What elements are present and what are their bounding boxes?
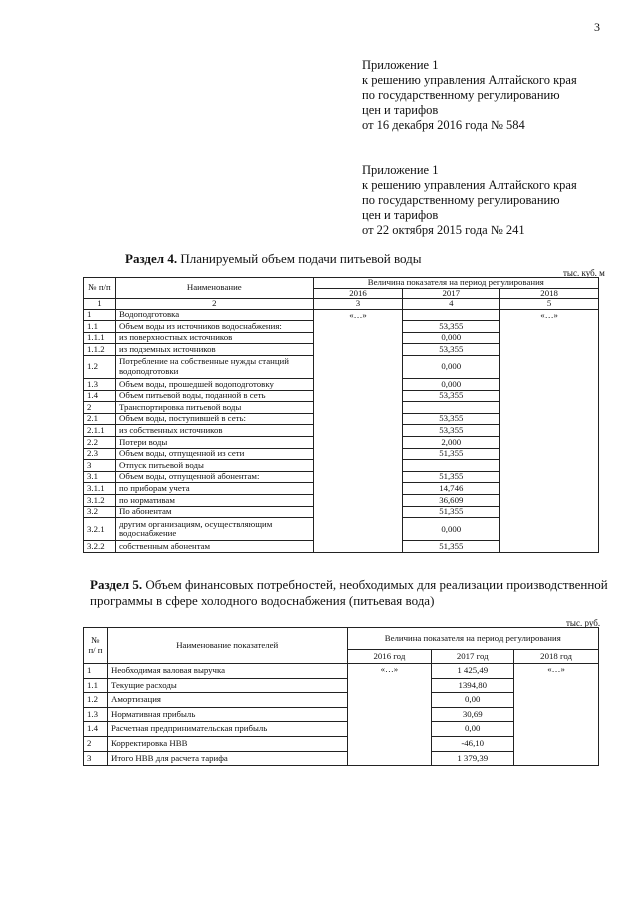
col-name-header: Наименование показателей [107,628,347,664]
row-number: 3.1 [84,471,116,483]
value-2018-cell: «…» [514,664,599,766]
appendix-line: цен и тарифов [362,208,439,222]
col-2018-header: 2018 год [514,650,599,664]
value-2017-cell: 0,00 [432,722,514,737]
value-2017-cell: 51,355 [403,448,500,460]
row-number: 2 [84,402,116,414]
row-name: Итого НВВ для расчета тарифа [107,751,347,766]
row-name: Текущие расходы [107,678,347,693]
section-5-label: Раздел 5. [90,577,143,592]
appendix-line: по государственному регулированию [362,193,560,207]
row-number: 1.2 [84,355,116,378]
row-name: другим организациям, осуществляющим водоснабжение [115,518,313,541]
value-2017-cell: 36,609 [403,495,500,507]
section-5-title: Объем финансовых потребностей, необходимых для реализации производственной программы в сфере холодного водоснабжения (питьевая вода) [90,577,608,608]
row-number: 1.1 [84,321,116,333]
row-name: Объем воды, прошедшей водоподготовку [115,379,313,391]
value-2018-cell: «…» [500,309,599,552]
row-number: 1.1.2 [84,344,116,356]
row-name: Объем воды, отпущенной из сети [115,448,313,460]
value-2017-cell: 14,746 [403,483,500,495]
row-number: 1.1.1 [84,332,116,344]
value-2016-cell: «…» [347,664,432,766]
value-2017-cell: 30,69 [432,707,514,722]
water-volume-table [83,277,599,553]
value-2017-cell [403,309,500,321]
row-name: Транспортировка питьевой воды [115,402,313,414]
appendix-block-current [362,58,577,133]
row-name: Объем воды, отпущенной абонентам: [115,471,313,483]
row-number: 3.2.1 [84,518,116,541]
row-number: 3.1.1 [84,483,116,495]
section-4-heading [125,251,422,267]
value-2017-cell: 53,355 [403,425,500,437]
row-name: собственным абонентам [115,541,313,553]
appendix-line: Приложение 1 [362,58,439,72]
appendix-line: от 22 октября 2015 года № 241 [362,223,525,237]
row-number: 3 [84,751,108,766]
value-2017-cell: 53,355 [403,413,500,425]
value-2017-cell: -46,10 [432,736,514,751]
appendix-line: к решению управления Алтайского края [362,178,577,192]
row-number: 1.3 [84,379,116,391]
row-name: Потребление на собственные нужды станций водоподготовки [115,355,313,378]
row-name: по нормативам [115,495,313,507]
row-name: Необходимая валовая выручка [107,664,347,679]
row-number: 2.1.1 [84,425,116,437]
row-number: 2.2 [84,437,116,449]
col-2016-header: 2016 год [347,650,432,664]
value-2016-cell: «…» [313,309,403,552]
col-period-header: Величина показателя на период регулирования [347,628,599,650]
col-2016-header: 2016 [313,288,403,299]
section-5-units: тыс. руб. [566,618,601,628]
value-2017-cell: 51,355 [403,541,500,553]
appendix-line: по государственному регулированию [362,88,560,102]
row-number: 1.4 [84,722,108,737]
col-2018-header: 2018 [500,288,599,299]
row-number: 1 [84,309,116,321]
row-number: 3.2.2 [84,541,116,553]
value-2017-cell [403,402,500,414]
section-5-heading [90,577,610,609]
section-4-units: тыс. куб. м [563,268,605,278]
value-2017-cell: 1394,80 [432,678,514,693]
value-2017-cell: 0,00 [432,693,514,708]
value-2017-cell: 51,355 [403,506,500,518]
row-name: Корректировка НВВ [107,736,347,751]
row-number: 2 [84,736,108,751]
page-number: 3 [594,20,600,34]
row-number: 1.2 [84,693,108,708]
section-4-title: Планируемый объем подачи питьевой воды [180,251,422,266]
row-name: Водоподготовка [115,309,313,321]
row-name: Потери воды [115,437,313,449]
value-2017-cell: 53,355 [403,344,500,356]
appendix-line: к решению управления Алтайского края [362,73,577,87]
table-row [84,309,599,321]
col-number-4: 4 [403,299,500,310]
value-2017-cell: 0,000 [403,355,500,378]
col-number-1: 1 [84,299,116,310]
col-2017-header: 2017 год [432,650,514,664]
value-2017-cell: 53,355 [403,321,500,333]
value-2017-cell: 0,000 [403,379,500,391]
row-number: 3 [84,460,116,472]
row-number: 2.3 [84,448,116,460]
col-num-header: № п/ п [84,628,108,664]
row-name: Объем воды, поступившей в сеть: [115,413,313,425]
appendix-block-original [362,163,577,238]
col-num-header: № п/п [84,278,116,299]
row-number: 3.2 [84,506,116,518]
row-name: Амортизация [107,693,347,708]
value-2017-cell: 2,000 [403,437,500,449]
col-number-3: 3 [313,299,403,310]
row-name: из подземных источников [115,344,313,356]
value-2017-cell [403,460,500,472]
table-row [84,664,599,679]
value-2017-cell: 0,000 [403,518,500,541]
row-number: 1.4 [84,390,116,402]
row-name: Отпуск питьевой воды [115,460,313,472]
row-name: По абонентам [115,506,313,518]
appendix-line: от 16 декабря 2016 года № 584 [362,118,525,132]
appendix-line: Приложение 1 [362,163,439,177]
col-2017-header: 2017 [403,288,500,299]
value-2017-cell: 1 379,39 [432,751,514,766]
row-number: 1 [84,664,108,679]
financial-needs-table [83,627,599,766]
row-number: 1.1 [84,678,108,693]
appendix-line: цен и тарифов [362,103,439,117]
value-2017-cell: 0,000 [403,332,500,344]
value-2017-cell: 53,355 [403,390,500,402]
row-number: 1.3 [84,707,108,722]
col-name-header: Наименование [115,278,313,299]
col-number-2: 2 [115,299,313,310]
row-number: 2.1 [84,413,116,425]
value-2017-cell: 1 425,49 [432,664,514,679]
row-name: Расчетная предпринимательская прибыль [107,722,347,737]
row-name: Нормативная прибыль [107,707,347,722]
row-name: из собственных источников [115,425,313,437]
row-name: Объем питьевой воды, поданной в сеть [115,390,313,402]
row-name: по приборам учета [115,483,313,495]
value-2017-cell: 51,355 [403,471,500,483]
row-number: 3.1.2 [84,495,116,507]
row-name: Объем воды из источников водоснабжения: [115,321,313,333]
section-4-label: Раздел 4. [125,251,178,266]
col-number-5: 5 [500,299,599,310]
row-name: из поверхностных источников [115,332,313,344]
col-period-header: Величина показателя на период регулирования [313,278,598,289]
